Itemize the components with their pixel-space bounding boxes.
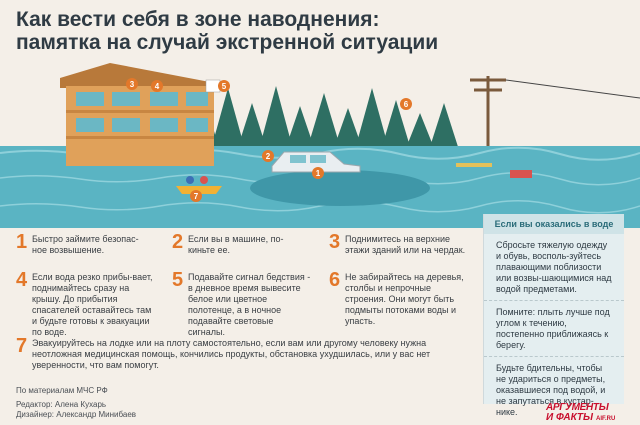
tip-number: 2 — [172, 231, 184, 253]
tip-text: Быстро займите безопас-ное возвышение. — [32, 234, 139, 255]
tip-item — [329, 269, 471, 327]
scene-marker-6-label: 6 — [403, 100, 409, 109]
scene-marker-5 — [218, 80, 230, 92]
tip-text: Подавайте сигнал бедствия - в дневное время вывесите белое или цветное полотенце, а в ночное подавайте световые сигналы. — [188, 272, 311, 337]
tip-item — [16, 335, 461, 371]
scene-marker-1-label: 1 — [315, 169, 321, 178]
scene-marker-7 — [190, 190, 202, 202]
forest-icon — [190, 86, 460, 153]
tip-number: 7 — [16, 335, 28, 357]
scene-marker-4 — [151, 80, 163, 92]
scene-marker-5-label: 5 — [221, 82, 227, 91]
scene-marker-7-label: 7 — [193, 192, 199, 201]
tip-number: 3 — [329, 231, 341, 253]
submerged-hill — [250, 170, 430, 206]
logo-line-1: АРГУМЕНТЫ — [546, 402, 609, 413]
tip-number: 4 — [16, 269, 28, 291]
tip-text: Если вода резко прибы-вает, поднимайтесь сразу на крышу. До прибытия спасателей оставайтесь там и будьте готовы к эвакуации по воде. — [32, 272, 153, 337]
tip-number: 6 — [329, 269, 341, 291]
credits — [16, 400, 136, 420]
tip-text: Эвакуируйтесь на лодке или на плоту самостоятельно, если вам или другому человеку нужна неотложная медицинская помощь, кончились продукты, обстановка ухудшилась, или у вас нет уверенности, что вам помогут. — [32, 338, 431, 370]
scene-marker-3 — [126, 78, 138, 90]
sidebar-title: Если вы оказались в воде — [484, 214, 624, 234]
flood-illustration — [0, 58, 640, 228]
flood-scene-svg — [0, 58, 640, 228]
sidebar-tip: Сбросьте тяжелую одежду и обувь, восполь-зуйтесь плавающими поблизости или возвы-шающимися над водой предметами. — [496, 240, 612, 294]
scene-marker-2-label: 2 — [265, 152, 271, 161]
editor-credit: Редактор: Алена Кухарь — [16, 400, 107, 409]
logo-line-2 — [546, 413, 626, 424]
tip-number: 1 — [16, 231, 28, 253]
tip-text: Поднимитесь на верхние этажи зданий или на чердак. — [345, 234, 466, 255]
source-note: По материалам МЧС РФ — [16, 386, 108, 395]
tip-item — [329, 231, 471, 256]
scene-marker-3-label: 3 — [129, 80, 135, 89]
scene-marker-4-label: 4 — [154, 82, 160, 91]
sidebar-tip: Будьте бдительны, чтобы не удариться о предметы, оказавшиеся под водой, и не запутаться в кустар-нике. — [484, 356, 624, 420]
scene-marker-6 — [400, 98, 412, 110]
page-title — [16, 8, 496, 54]
logo-line-2-text: И ФАКТЫ — [546, 412, 593, 423]
scene-marker-1 — [312, 167, 324, 179]
sidebar-tip: Помните: плыть лучше под углом к течению, постепенно приближаясь к берегу. — [484, 300, 624, 353]
tip-item — [172, 269, 312, 338]
tip-item — [172, 231, 307, 256]
tip-item — [16, 269, 156, 338]
page-title-line-1: Как вести себя в зоне наводнения: — [16, 8, 380, 31]
tip-text: Не забирайтесь на деревья, столбы и непрочные строения. Они могут быть подмыты потоками воды и упасть. — [345, 272, 464, 326]
logo-site: AIF.RU — [596, 416, 616, 422]
tip-item — [16, 231, 146, 256]
designer-credit: Дизайнер: Александр Минибаев — [16, 410, 137, 419]
page-title-line-2: памятка на случай экстренной ситуации — [16, 31, 439, 54]
tip-text: Если вы в машине, по-киньте ее. — [188, 234, 284, 255]
building-icon — [60, 63, 220, 166]
tip-number: 5 — [172, 269, 184, 291]
aif-logo — [546, 402, 626, 422]
scene-marker-2 — [262, 150, 274, 162]
